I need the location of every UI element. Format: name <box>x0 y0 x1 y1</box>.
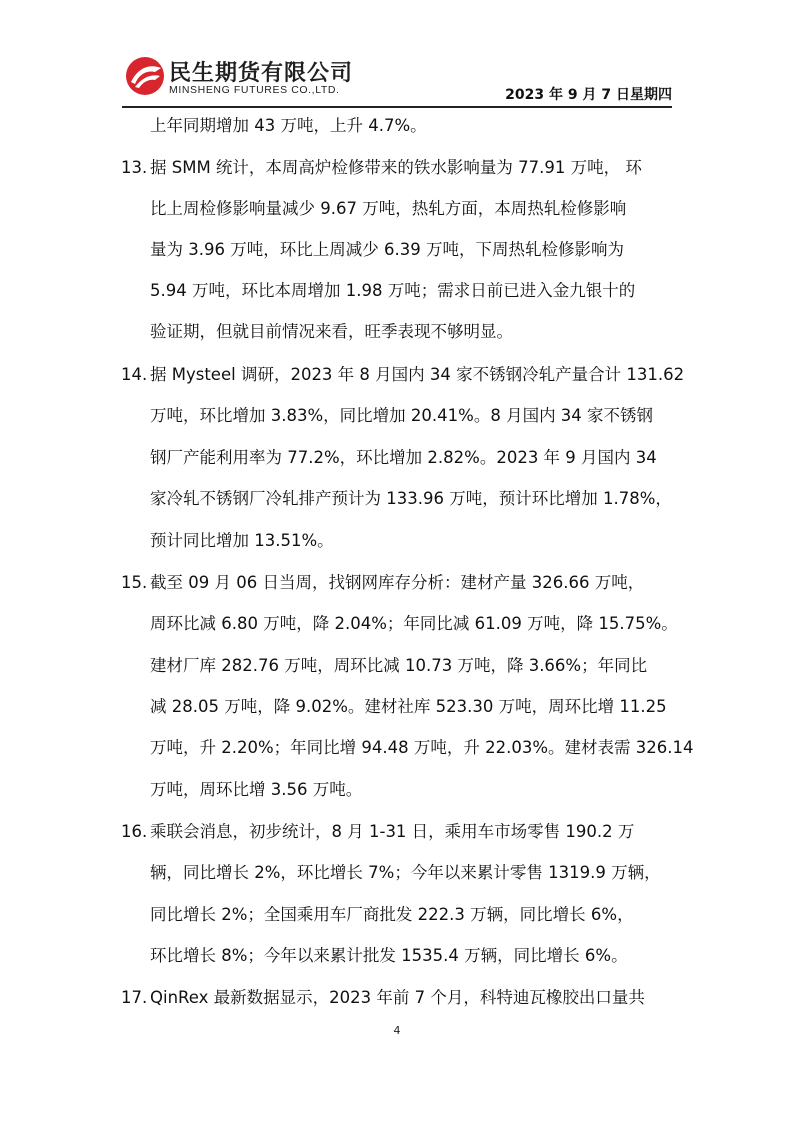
report-date: 2023 年 9 月 7 日星期四 <box>505 87 672 103</box>
item-14-text: 预计同比增加 13.51%。 <box>150 531 334 550</box>
item-13-number: 13. <box>121 158 148 177</box>
item-15-text: 万吨，周环比增 3.56 万吨。 <box>150 780 363 799</box>
page-header <box>0 0 794 110</box>
item-16-number: 16. <box>121 822 148 841</box>
item-13-text: 据 SMM 统计，本周高炉检修带来的铁水影响量为 77.91 万吨， 环 <box>150 158 642 177</box>
item-13-text: 5.94 万吨，环比本周增加 1.98 万吨；需求日前已进入金九银十的 <box>150 281 636 300</box>
company-name-en: MINSHENG FUTURES CO.,LTD. <box>169 84 340 96</box>
page-number: 4 <box>393 1024 401 1037</box>
item-14-text: 家冷轧不锈钢厂冷轧排产预计为 133.96 万吨，预计环比增加 1.78%， <box>150 489 672 508</box>
item-13-text: 量为 3.96 万吨，环比上周减少 6.39 万吨，下周热轧检修影响为 <box>150 240 624 259</box>
minsheng-logo-icon <box>125 56 165 96</box>
company-name-cn: 民生期货有限公司 <box>169 61 354 86</box>
item-15-text: 建材厂库 282.76 万吨，周环比减 10.73 万吨，降 3.66%；年同比 <box>150 656 648 675</box>
item-16-text: 辆，同比增长 2%，环比增长 7%；今年以来累计零售 1319.9 万辆， <box>150 863 661 882</box>
item-15-text: 万吨，升 2.20%；年同比增 94.48 万吨，升 22.03%。建材表需 326.14 <box>150 738 694 757</box>
item-14-text: 万吨，环比增加 3.83%，同比增加 20.41%。8 月国内 34 家不锈钢 <box>150 406 654 425</box>
item-16-text: 同比增长 2%；全国乘用车厂商批发 222.3 万辆，同比增长 6%， <box>150 905 634 924</box>
item-15-text: 周环比减 6.80 万吨，降 2.04%；年同比减 61.09 万吨，降 15.75%。 <box>150 614 678 633</box>
item-16-text: 乘联会消息，初步统计，8 月 1-31 日，乘用车市场零售 190.2 万 <box>150 822 635 841</box>
item-16-text: 环比增长 8%；今年以来累计批发 1535.4 万辆，同比增长 6%。 <box>150 946 628 965</box>
item-14-text: 钢厂产能利用率为 77.2%，环比增加 2.82%。2023 年 9 月国内 34 <box>150 448 657 467</box>
item-15-number: 15. <box>121 573 148 592</box>
continuation-text: 上年同期增加 43 万吨，上升 4.7%。 <box>150 116 427 135</box>
item-14-number: 14. <box>121 365 148 384</box>
item-13-text: 比上周检修影响量减少 9.67 万吨，热轧方面，本周热轧检修影响 <box>150 199 627 218</box>
item-13-text: 验证期，但就目前情况来看，旺季表现不够明显。 <box>150 322 513 341</box>
item-17-number: 17. <box>121 988 148 1007</box>
header-divider <box>122 106 672 108</box>
item-17-text: QinRex 最新数据显示，2023 年前 7 个月，科特迪瓦橡胶出口量共 <box>150 988 645 1007</box>
item-15-text: 减 28.05 万吨，降 9.02%。建材社库 523.30 万吨，周环比增 11.25 <box>150 697 667 716</box>
item-14-text: 据 Mysteel 调研，2023 年 8 月国内 34 家不锈钢冷轧产量合计 131.62 <box>150 365 685 384</box>
company-logo <box>125 54 365 102</box>
item-15-text: 截至 09 月 06 日当周，找钢网库存分析：建材产量 326.66 万吨， <box>150 573 645 592</box>
